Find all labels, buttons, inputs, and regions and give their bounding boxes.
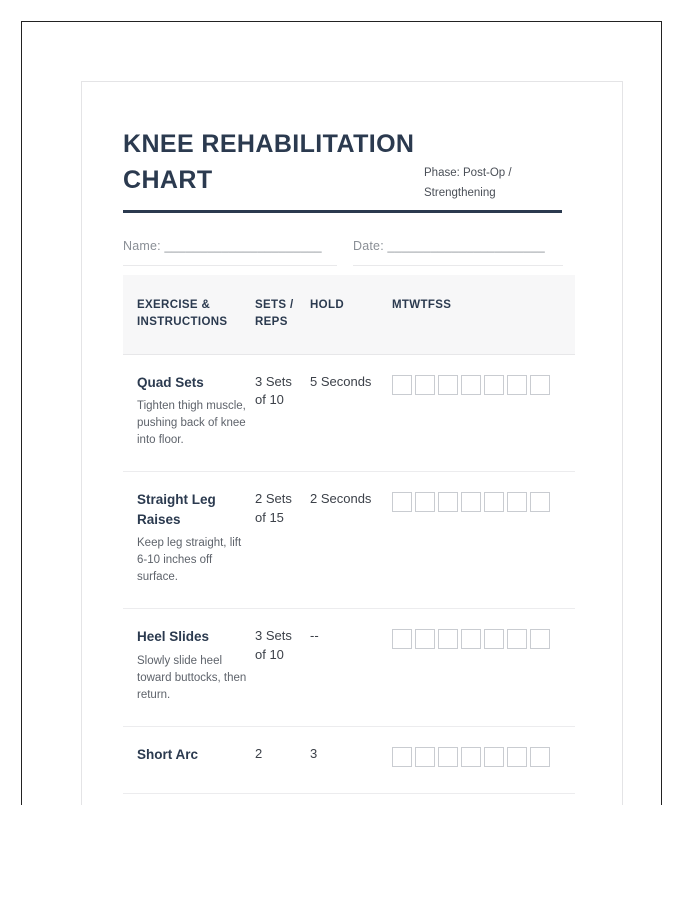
cell-exercise xyxy=(123,727,255,793)
table-body xyxy=(123,354,575,793)
page-title: KNEE REHABILITATION CHART xyxy=(123,130,415,194)
column-header-hold: HOLD xyxy=(310,275,392,354)
day-checkbox[interactable] xyxy=(461,747,481,767)
cell-sets-reps: 2 xyxy=(255,727,310,793)
day-checkbox[interactable] xyxy=(438,492,458,512)
day-checkbox[interactable] xyxy=(484,492,504,512)
table-row xyxy=(123,609,575,727)
day-checkbox[interactable] xyxy=(438,747,458,767)
exercise-name: Straight Leg Raises xyxy=(137,492,216,527)
table-row xyxy=(123,727,575,793)
day-checkbox[interactable] xyxy=(392,375,412,395)
day-checkbox[interactable] xyxy=(415,375,435,395)
day-checkbox[interactable] xyxy=(484,375,504,395)
day-checkbox[interactable] xyxy=(507,629,527,649)
cell-exercise xyxy=(123,354,255,472)
day-checkbox[interactable] xyxy=(415,747,435,767)
day-checkbox[interactable] xyxy=(484,629,504,649)
day-checkbox[interactable] xyxy=(415,629,435,649)
day-checkbox[interactable] xyxy=(461,629,481,649)
day-checkbox[interactable] xyxy=(484,747,504,767)
exercise-description: Slowly slide heel toward buttocks, then return. xyxy=(137,654,247,702)
day-checkbox[interactable] xyxy=(461,492,481,512)
day-checkbox[interactable] xyxy=(461,375,481,395)
table-row xyxy=(123,354,575,472)
exercise-name: Quad Sets xyxy=(137,374,204,390)
cell-exercise xyxy=(123,609,255,727)
cell-hold: 2 Seconds xyxy=(310,472,392,609)
day-checkbox[interactable] xyxy=(392,747,412,767)
document-content xyxy=(123,82,583,794)
cell-hold: 5 Seconds xyxy=(310,354,392,472)
cell-sets-reps: 3 Sets of 10 xyxy=(255,354,310,472)
column-header-exercise: EXERCISE & INSTRUCTIONS xyxy=(123,275,255,354)
day-checkbox-group xyxy=(392,373,567,395)
browser-viewport-frame xyxy=(21,21,662,805)
day-checkbox-group xyxy=(392,745,567,767)
cell-day-checkboxes xyxy=(392,354,575,472)
table-row xyxy=(123,472,575,609)
cell-sets-reps: 2 Sets of 15 xyxy=(255,472,310,609)
day-checkbox[interactable] xyxy=(530,375,550,395)
cell-day-checkboxes xyxy=(392,609,575,727)
date-field[interactable]: Date: ______________________ xyxy=(353,239,563,266)
cell-hold: -- xyxy=(310,609,392,727)
exercise-name: Short Arc xyxy=(137,747,199,763)
day-checkbox[interactable] xyxy=(507,492,527,512)
table-header xyxy=(123,275,575,354)
name-field[interactable]: Name: ______________________ xyxy=(123,239,337,266)
day-checkbox[interactable] xyxy=(438,629,458,649)
cell-sets-reps: 3 Sets of 10 xyxy=(255,609,310,727)
exercise-description: Keep leg straight, lift 6-10 inches off surface. xyxy=(137,536,242,584)
day-checkbox[interactable] xyxy=(392,629,412,649)
day-checkbox[interactable] xyxy=(530,492,550,512)
cell-day-checkboxes xyxy=(392,472,575,609)
day-checkbox-group xyxy=(392,627,567,649)
cell-day-checkboxes xyxy=(392,727,575,793)
document-header xyxy=(123,82,583,213)
cell-exercise xyxy=(123,472,255,609)
exercise-name: Heel Slides xyxy=(137,629,210,645)
cell-hold: 3 xyxy=(310,727,392,793)
phase-label: Phase: Post-Op / Strengthening xyxy=(424,167,512,199)
day-checkbox[interactable] xyxy=(507,375,527,395)
day-checkbox[interactable] xyxy=(392,492,412,512)
patient-fields xyxy=(123,213,583,275)
day-checkbox[interactable] xyxy=(507,747,527,767)
day-checkbox[interactable] xyxy=(530,629,550,649)
day-checkbox-group xyxy=(392,490,567,512)
day-checkbox[interactable] xyxy=(438,375,458,395)
day-checkbox[interactable] xyxy=(530,747,550,767)
document-card xyxy=(81,81,623,805)
column-header-days: MTWTFSS xyxy=(392,275,575,354)
day-checkbox[interactable] xyxy=(415,492,435,512)
table-header-row xyxy=(123,275,575,354)
exercise-description: Tighten thigh muscle, pushing back of knee into floor. xyxy=(137,399,246,447)
column-header-sets-reps: SETS / REPS xyxy=(255,275,310,354)
rehab-exercise-table xyxy=(123,275,575,794)
